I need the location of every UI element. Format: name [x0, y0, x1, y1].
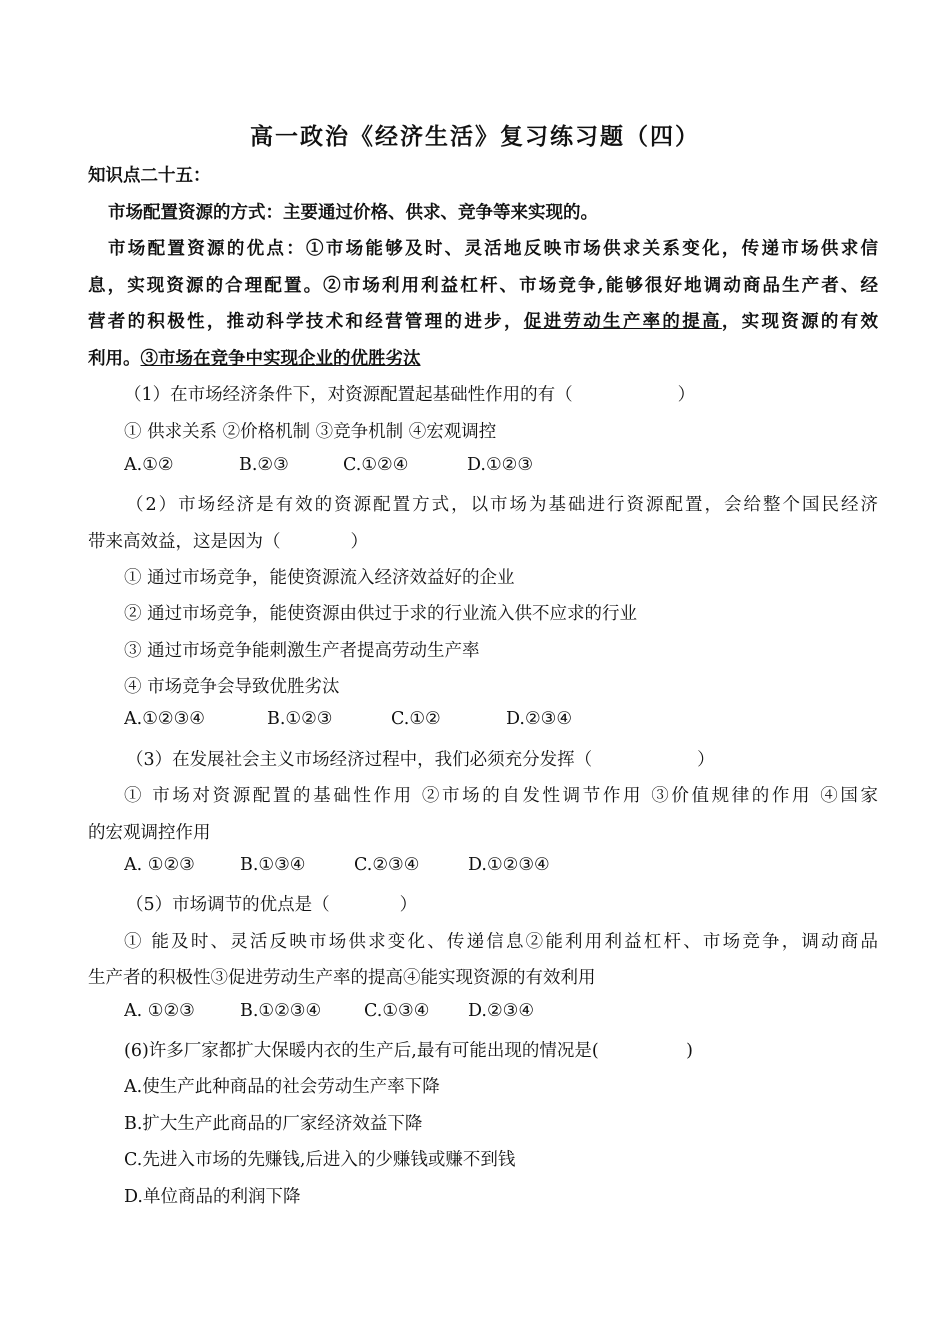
option-a: A.①②: [124, 455, 174, 475]
knowledge-advantage-line-3: [88, 308, 878, 333]
option-c: C.②③④: [354, 855, 420, 875]
question-6-option-a: A.使生产此种商品的社会劳动生产率下降: [124, 1077, 440, 1097]
question-6-stem: (6)许多厂家都扩大保暖内衣的生产后,最有可能出现的情况是( ): [124, 1041, 694, 1061]
question-2-item: ① 通过市场竞争，能使资源流入经济效益好的企业: [124, 568, 515, 588]
option-c: C.①②: [391, 709, 441, 729]
knowledge-advantage-text: 利用。: [88, 349, 141, 369]
page-title: 高一政治《经济生活》复习练习题（四）: [250, 123, 700, 150]
option-a: A.①②③④: [124, 709, 205, 729]
question-3-stem: （3）在发展社会主义市场经济过程中，我们必须充分发挥（ ）: [126, 750, 715, 770]
question-1-options: [124, 455, 878, 475]
knowledge-heading: 知识点二十五：: [88, 166, 211, 186]
knowledge-advantage-line-2: 息，实现资源的合理配置。②市场利用利益杠杆、市场竞争,能够很好地调动商品生产者、经: [88, 276, 878, 296]
option-c: C.①②④: [343, 455, 409, 475]
option-b: B.①③④: [240, 855, 306, 875]
knowledge-advantage-line-1: 市场配置资源的优点：①市场能够及时、灵活地反映市场供求关系变化，传递市场供求信: [108, 239, 878, 259]
option-d: D.①②③④: [468, 855, 550, 875]
question-3-options: [124, 855, 878, 875]
question-2-item: ③ 通过市场竞争能刺激生产者提高劳动生产率: [124, 641, 480, 661]
question-5-stem: （5）市场调节的优点是（ ）: [126, 895, 418, 915]
knowledge-advantage-line-4: [88, 345, 878, 370]
question-2-stem-line-2: 带来高效益，这是因为（ ）: [88, 532, 368, 552]
question-3-items-line-2: 的宏观调控作用: [88, 823, 211, 843]
question-1-stem: （1）在市场经济条件下，对资源配置起基础性作用的有（ ）: [124, 385, 696, 405]
option-d: D.①②③: [467, 455, 534, 475]
question-5-items-line-1: ① 能及时、灵活反映市场供求变化、传递信息②能利用利益杠杆、市场竞争，调动商品: [124, 932, 878, 952]
knowledge-advantage-text: 营者的积极性，推动科学技术和经营管理的进步，: [88, 312, 524, 332]
question-2-stem-line-1: （2）市场经济是有效的资源配置方式，以市场为基础进行资源配置，会给整个国民经济: [126, 495, 878, 515]
question-2-options: [124, 709, 878, 729]
knowledge-advantage-text: ，实现资源的有效: [721, 312, 878, 332]
question-6-option-d: D.单位商品的利润下降: [124, 1187, 301, 1207]
option-b: B.②③: [239, 455, 289, 475]
question-2-item: ② 通过市场竞争，能使资源由供过于求的行业流入供不应求的行业: [124, 604, 638, 624]
question-2-item: ④ 市场竞争会导致优胜劣汰: [124, 677, 340, 697]
option-d: D.②③④: [506, 709, 573, 729]
question-5-items-line-2: 生产者的积极性③促进劳动生产率的提高④能实现资源的有效利用: [88, 968, 596, 988]
knowledge-underlined-text: 促进劳动生产率的提高: [523, 312, 722, 332]
question-6-option-b: B.扩大生产此商品的厂家经济效益下降: [124, 1114, 423, 1134]
question-3-items-line-1: ① 市场对资源配置的基础性作用 ②市场的自发性调节作用 ③价值规律的作用 ④国家: [124, 786, 878, 806]
option-b: B.①②③: [267, 709, 333, 729]
option-b: B.①②③④: [240, 1001, 322, 1021]
knowledge-method: 市场配置资源的方式：主要通过价格、供求、竞争等来实现的。: [108, 203, 598, 223]
option-c: C.①③④: [364, 1001, 430, 1021]
option-a: A. ①②③: [124, 1001, 195, 1021]
option-a: A. ①②③: [124, 855, 195, 875]
question-6-option-c: C.先进入市场的先赚钱,后进入的少赚钱或赚不到钱: [124, 1150, 516, 1170]
question-1-items: ① 供求关系 ②价格机制 ③竞争机制 ④宏观调控: [124, 422, 497, 442]
knowledge-underlined-text: ③市场在竞争中实现企业的优胜劣汰: [140, 349, 421, 369]
question-5-options: [124, 1001, 878, 1021]
option-d: D.②③④: [468, 1001, 535, 1021]
